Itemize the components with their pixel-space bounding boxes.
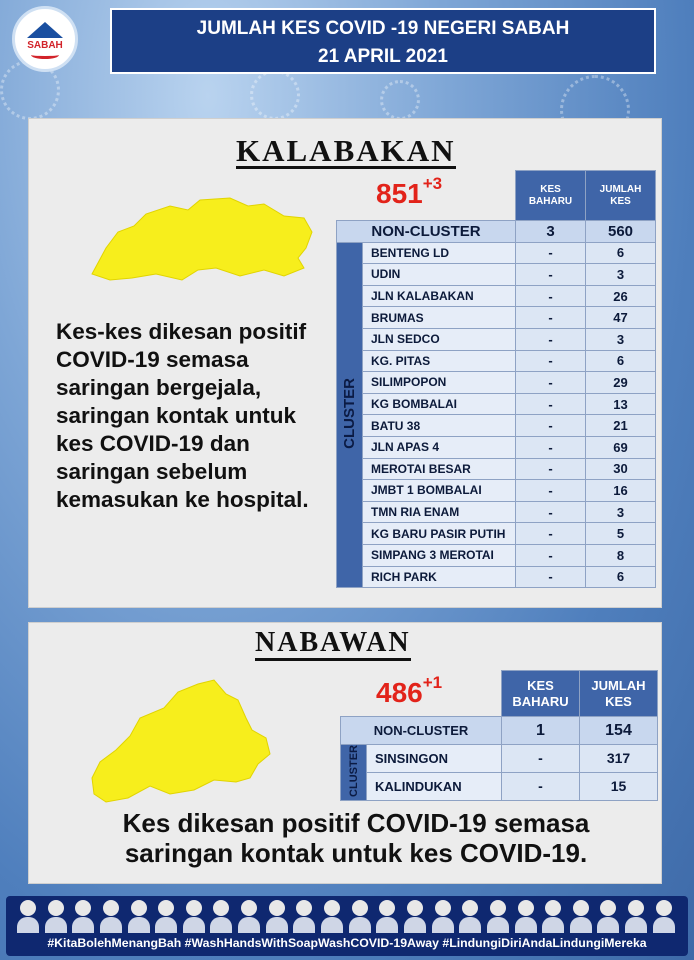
header-total-cases: JUMLAH KES xyxy=(580,671,658,717)
page-header xyxy=(110,8,656,74)
cluster-new: - xyxy=(502,772,580,800)
cluster-new: - xyxy=(516,307,586,329)
cluster-total: 47 xyxy=(586,307,656,329)
cluster-name: SILIMPOPON xyxy=(363,372,516,394)
frontliner-icon xyxy=(348,900,372,934)
cluster-name: JMBT 1 BOMBALAI xyxy=(363,480,516,502)
table-row xyxy=(337,372,656,394)
frontliner-icon xyxy=(265,900,289,934)
table-row xyxy=(337,285,656,307)
cluster-name: RICH PARK xyxy=(363,566,516,588)
cluster-name: JLN KALABAKAN xyxy=(363,285,516,307)
non-cluster-new: 3 xyxy=(516,221,586,243)
cluster-name: JLN SEDCO xyxy=(363,328,516,350)
header-total-cases: JUMLAH KES xyxy=(586,171,656,221)
frontliner-icon xyxy=(541,900,565,934)
frontliner-icon xyxy=(569,900,593,934)
non-cluster-label: NON-CLUSTER xyxy=(341,717,502,745)
table-row xyxy=(337,523,656,545)
cluster-name: KALINDUKAN xyxy=(367,772,502,800)
cluster-new: - xyxy=(516,264,586,286)
table-row xyxy=(337,307,656,329)
table-row xyxy=(337,566,656,588)
frontliner-icon xyxy=(209,900,233,934)
nabawan-title: NABAWAN xyxy=(255,628,411,661)
kalabakan-table xyxy=(336,170,656,588)
nabawan-new-cases: +1 xyxy=(422,673,443,692)
cluster-total: 5 xyxy=(586,523,656,545)
cluster-total: 3 xyxy=(586,264,656,286)
cluster-total: 8 xyxy=(586,544,656,566)
cluster-label: CLUSTER xyxy=(347,745,360,797)
sabah-logo-icon xyxy=(12,6,78,72)
table-row xyxy=(337,480,656,502)
frontliner-icon xyxy=(375,900,399,934)
frontliner-icon xyxy=(99,900,123,934)
frontliner-icon xyxy=(403,900,427,934)
header-new-cases: KES BAHARU xyxy=(516,171,586,221)
table-row xyxy=(337,350,656,372)
non-cluster-label: NON-CLUSTER xyxy=(337,221,516,243)
table-row xyxy=(337,328,656,350)
cluster-name: JLN APAS 4 xyxy=(363,436,516,458)
table-row xyxy=(337,458,656,480)
frontliner-icon xyxy=(652,900,676,934)
cluster-total: 69 xyxy=(586,436,656,458)
cluster-total: 16 xyxy=(586,480,656,502)
table-row xyxy=(337,264,656,286)
cluster-total: 21 xyxy=(586,415,656,437)
header-new-cases: KES BAHARU xyxy=(502,671,580,717)
footer-hashtags: #KitaBolehMenangBah #WashHandsWithSoapWashCOVID-19Away #LindungiDiriAndaLindungiMereka xyxy=(47,936,647,950)
frontliner-icon xyxy=(431,900,455,934)
logo-text: SABAH xyxy=(27,39,63,51)
cluster-total: 26 xyxy=(586,285,656,307)
frontliner-icon xyxy=(596,900,620,934)
cluster-total: 6 xyxy=(586,242,656,264)
kalabakan-total-value: 851 xyxy=(376,178,423,209)
frontliner-icon xyxy=(154,900,178,934)
kalabakan-new-cases: +3 xyxy=(422,174,443,193)
cluster-name: SINSINGON xyxy=(367,745,502,773)
cluster-total: 6 xyxy=(586,566,656,588)
table-row-non-cluster xyxy=(341,717,658,745)
frontliner-icon xyxy=(237,900,261,934)
cluster-total: 29 xyxy=(586,372,656,394)
cluster-total: 13 xyxy=(586,393,656,415)
cluster-name: MEROTAI BESAR xyxy=(363,458,516,480)
cluster-new: - xyxy=(516,328,586,350)
header-date: 21 APRIL 2021 xyxy=(318,46,448,67)
nabawan-table xyxy=(340,670,658,801)
cluster-name: UDIN xyxy=(363,264,516,286)
cluster-name: BATU 38 xyxy=(363,415,516,437)
cluster-name: KG BARU PASIR PUTIH xyxy=(363,523,516,545)
cluster-total: 3 xyxy=(586,328,656,350)
frontliner-icon xyxy=(182,900,206,934)
frontliner-icons xyxy=(16,900,676,934)
cluster-new: - xyxy=(516,242,586,264)
cluster-new: - xyxy=(516,566,586,588)
frontliner-icon xyxy=(292,900,316,934)
table-row xyxy=(341,745,658,773)
frontliner-icon xyxy=(320,900,344,934)
cluster-total: 6 xyxy=(586,350,656,372)
cluster-side-label xyxy=(341,745,367,801)
cluster-total: 317 xyxy=(580,745,658,773)
cluster-name: TMN RIA ENAM xyxy=(363,501,516,523)
cluster-total: 15 xyxy=(580,772,658,800)
frontliner-icon xyxy=(514,900,538,934)
table-row xyxy=(337,242,656,264)
cluster-total: 30 xyxy=(586,458,656,480)
kalabakan-description: Kes-kes dikesan positif COVID-19 semasa saringan bergejala, saringan kontak untuk kes COVID-19 dan saringan sebelum kemasukan ke hospital. xyxy=(56,319,309,512)
cluster-new: - xyxy=(516,393,586,415)
cluster-name: BENTENG LD xyxy=(363,242,516,264)
cluster-label: CLUSTER xyxy=(341,377,358,449)
cluster-side-label xyxy=(337,242,363,588)
table-row xyxy=(341,772,658,800)
cluster-name: SIMPANG 3 MEROTAI xyxy=(363,544,516,566)
cluster-total: 3 xyxy=(586,501,656,523)
nabawan-total-value: 486 xyxy=(376,677,423,708)
cluster-new: - xyxy=(502,745,580,773)
cluster-new: - xyxy=(516,436,586,458)
cluster-new: - xyxy=(516,458,586,480)
frontliner-icon xyxy=(624,900,648,934)
frontliner-icon xyxy=(486,900,510,934)
cluster-new: - xyxy=(516,350,586,372)
table-row xyxy=(337,436,656,458)
cluster-new: - xyxy=(516,501,586,523)
cluster-new: - xyxy=(516,523,586,545)
non-cluster-total: 154 xyxy=(580,717,658,745)
non-cluster-new: 1 xyxy=(502,717,580,745)
cluster-new: - xyxy=(516,480,586,502)
kalabakan-title: KALABAKAN xyxy=(236,133,456,168)
cluster-name: KG BOMBALAI xyxy=(363,393,516,415)
cluster-name: KG. PITAS xyxy=(363,350,516,372)
cluster-new: - xyxy=(516,285,586,307)
header-title: JUMLAH KES COVID -19 NEGERI SABAH xyxy=(196,18,570,39)
frontliner-icon xyxy=(127,900,151,934)
non-cluster-total: 560 xyxy=(586,221,656,243)
nabawan-description-line1: Kes dikesan positif COVID-19 semasa xyxy=(122,808,590,838)
nabawan-description-line2: saringan kontak untuk kes COVID-19. xyxy=(124,838,588,868)
nabawan-description xyxy=(56,808,656,868)
table-row xyxy=(337,544,656,566)
table-row xyxy=(337,415,656,437)
virus-decoration-icon xyxy=(380,80,420,120)
cluster-new: - xyxy=(516,544,586,566)
table-row xyxy=(337,393,656,415)
table-row-non-cluster xyxy=(337,221,656,243)
frontliner-icon xyxy=(71,900,95,934)
table-row xyxy=(337,501,656,523)
frontliner-icon xyxy=(44,900,68,934)
cluster-name: BRUMAS xyxy=(363,307,516,329)
cluster-new: - xyxy=(516,372,586,394)
cluster-new: - xyxy=(516,415,586,437)
nabawan-map-icon xyxy=(86,678,272,806)
kalabakan-map-icon xyxy=(84,196,314,282)
frontliner-icon xyxy=(16,900,40,934)
frontliner-icon xyxy=(458,900,482,934)
virus-decoration-icon xyxy=(250,70,300,120)
